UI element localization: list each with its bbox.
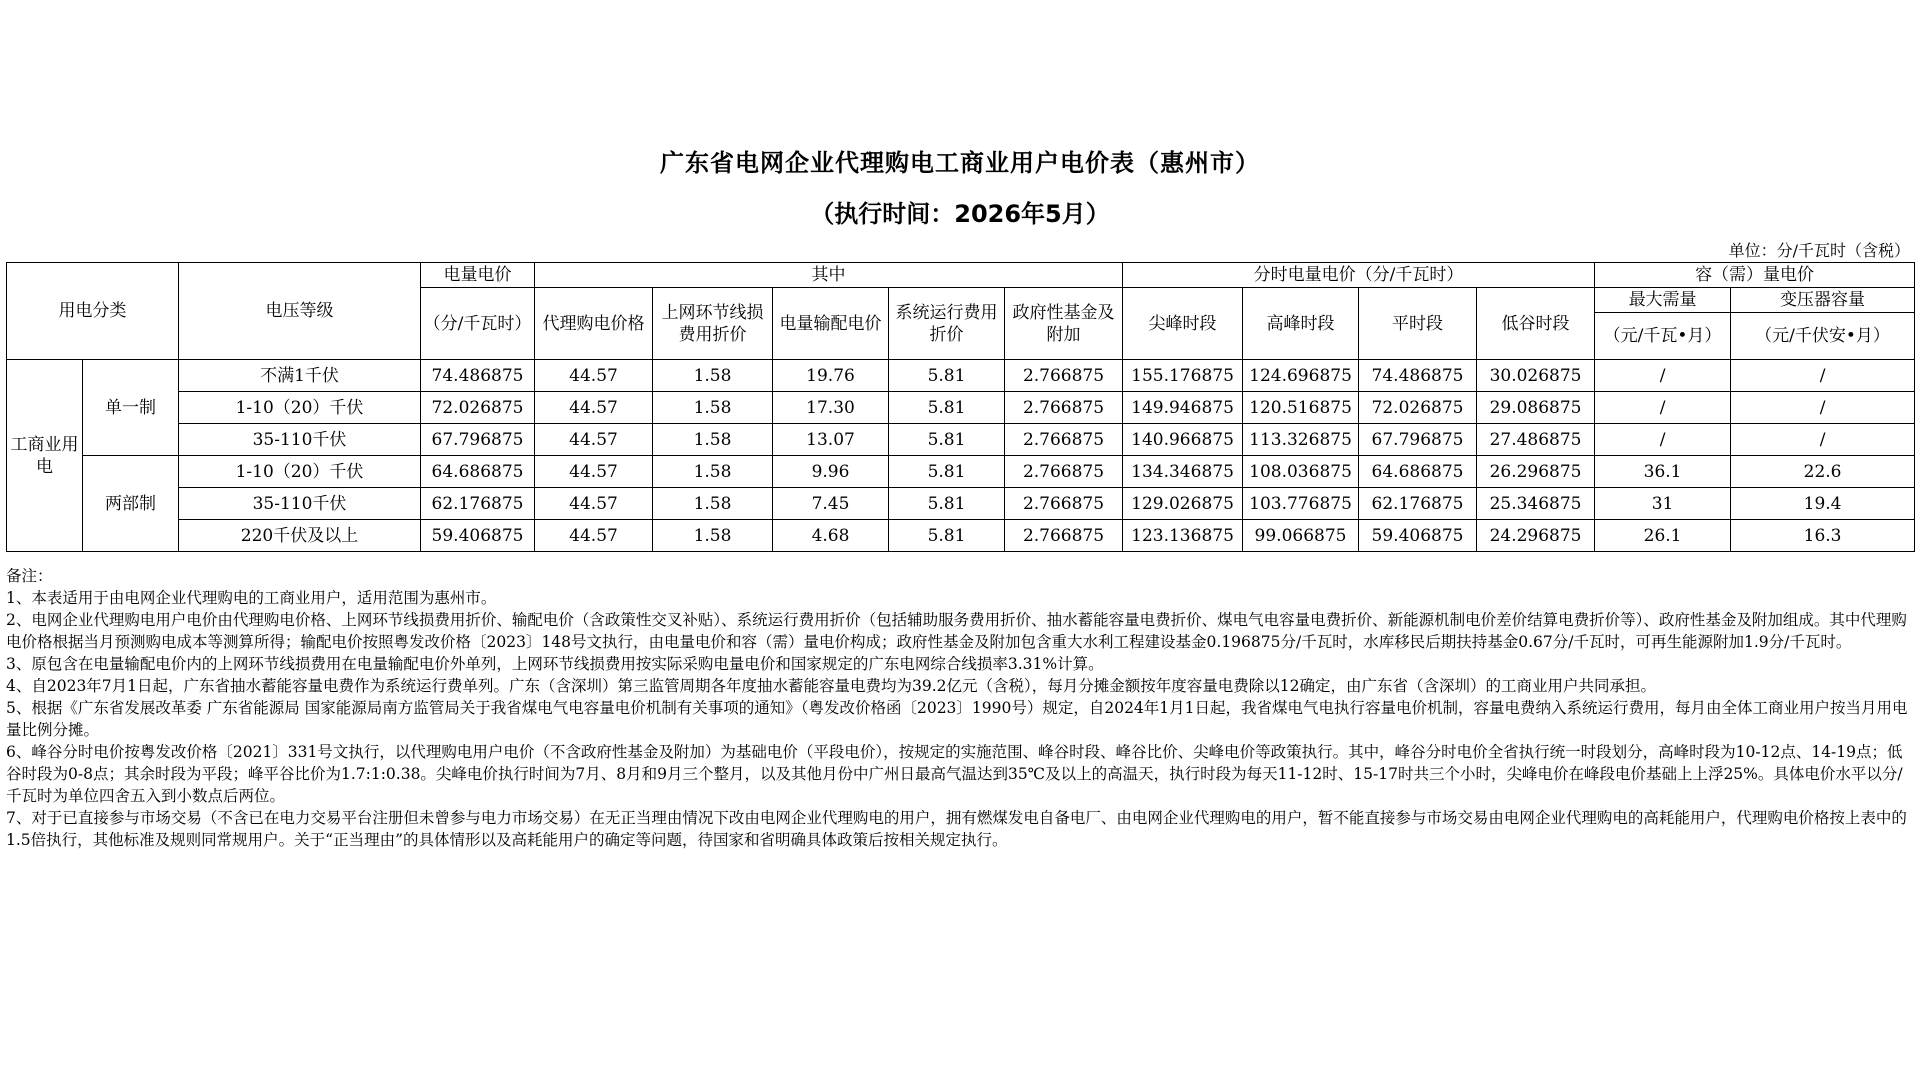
header-energy-price: 电量电价 bbox=[421, 263, 535, 288]
header-flat: 平时段 bbox=[1359, 288, 1477, 360]
note-item: 4、自2023年7月1日起，广东省抽水蓄能容量电费作为系统运行费单列。广东（含深圳）第三监管周期各年度抽水蓄能容量电费均为39.2亿元（含税），每月分摊金额按年度容量电费除以12确定，由广东省（含深圳）的工商业用户共同承担。 bbox=[6, 677, 1657, 695]
cell-peak: 108.036875 bbox=[1243, 456, 1359, 488]
cell-valley: 27.486875 bbox=[1477, 424, 1595, 456]
header-agency-price: 代理购电价格 bbox=[535, 288, 653, 360]
table-row bbox=[7, 520, 1915, 552]
cell-trans: 17.30 bbox=[773, 392, 889, 424]
cell-valley: 25.346875 bbox=[1477, 488, 1595, 520]
header-among: 其中 bbox=[535, 263, 1123, 288]
cell-valley: 26.296875 bbox=[1477, 456, 1595, 488]
header-gov-fund: 政府性基金及附加 bbox=[1005, 288, 1123, 360]
table-row bbox=[7, 424, 1915, 456]
note-item: 2、电网企业代理购电用户电价由代理购电价格、上网环节线损费用折价、输配电价（含政策性交叉补贴）、系统运行费用折价（包括辅助服务费用折价、抽水蓄能容量电费折价、煤电气电容量电费折价、新能源机制电价差价结算电费折价等）、政府性基金及附加组成。其中代理购电价格根据当月预测购电成本等测算所得；输配电价按照粤发改价格〔2023〕148号文执行，由电量电价和容（需）量电价构成；政府性基金及附加包含重大水利工程建设基金0.196875分/千瓦时，水库移民后期扶持基金0.67分/千瓦时，可再生能源附加1.9分/千瓦时。 bbox=[6, 611, 1907, 651]
cell-fund: 2.766875 bbox=[1005, 360, 1123, 392]
header-transmission: 电量输配电价 bbox=[773, 288, 889, 360]
cell-loss: 1.58 bbox=[653, 488, 773, 520]
cell-energy: 74.486875 bbox=[421, 360, 535, 392]
header-category: 用电分类 bbox=[7, 263, 179, 360]
cell-trans: 7.45 bbox=[773, 488, 889, 520]
cell-demand: 31 bbox=[1595, 488, 1731, 520]
cell-voltage: 35-110千伏 bbox=[179, 424, 421, 456]
cell-trans: 9.96 bbox=[773, 456, 889, 488]
header-transformer-unit: （元/千伏安•月） bbox=[1731, 313, 1915, 360]
cell-fund: 2.766875 bbox=[1005, 520, 1123, 552]
header-energy-price-unit: （分/千瓦时） bbox=[421, 288, 535, 360]
header-max-demand-unit: （元/千瓦•月） bbox=[1595, 313, 1731, 360]
cell-sys: 5.81 bbox=[889, 360, 1005, 392]
header-voltage: 电压等级 bbox=[179, 263, 421, 360]
note-item: 1、本表适用于由电网企业代理购电的工商业用户，适用范围为惠州市。 bbox=[6, 589, 497, 607]
cell-sharp: 134.346875 bbox=[1123, 456, 1243, 488]
header-valley: 低谷时段 bbox=[1477, 288, 1595, 360]
header-transformer: 变压器容量 bbox=[1731, 288, 1915, 313]
cell-voltage: 不满1千伏 bbox=[179, 360, 421, 392]
cell-transformer: 19.4 bbox=[1731, 488, 1915, 520]
group-name: 两部制 bbox=[83, 456, 179, 552]
cell-valley: 29.086875 bbox=[1477, 392, 1595, 424]
cell-transformer: 16.3 bbox=[1731, 520, 1915, 552]
cell-sharp: 123.136875 bbox=[1123, 520, 1243, 552]
cell-loss: 1.58 bbox=[653, 520, 773, 552]
cell-agency: 44.57 bbox=[535, 456, 653, 488]
cell-sys: 5.81 bbox=[889, 456, 1005, 488]
cell-fund: 2.766875 bbox=[1005, 392, 1123, 424]
cell-flat: 72.026875 bbox=[1359, 392, 1477, 424]
cell-loss: 1.58 bbox=[653, 392, 773, 424]
cell-voltage: 220千伏及以上 bbox=[179, 520, 421, 552]
cell-demand: / bbox=[1595, 424, 1731, 456]
cell-energy: 67.796875 bbox=[421, 424, 535, 456]
cell-voltage: 1-10（20）千伏 bbox=[179, 392, 421, 424]
cell-agency: 44.57 bbox=[535, 360, 653, 392]
cell-peak: 99.066875 bbox=[1243, 520, 1359, 552]
cell-flat: 62.176875 bbox=[1359, 488, 1477, 520]
cell-peak: 103.776875 bbox=[1243, 488, 1359, 520]
cell-sys: 5.81 bbox=[889, 392, 1005, 424]
cell-peak: 124.696875 bbox=[1243, 360, 1359, 392]
notes-section bbox=[6, 565, 1912, 851]
page-subtitle: （执行时间：2026年5月） bbox=[810, 200, 1110, 228]
note-item: 6、峰谷分时电价按粤发改价格〔2021〕331号文执行，以代理购电用户电价（不含政府性基金及附加）为基础电价（平段电价），按规定的实施范围、峰谷时段、峰谷比价、尖峰电价等政策执行。其中，峰谷分时电价全省执行统一时段划分，高峰时段为10-12点、14-19点；低谷时段为0-8点；其余时段为平段；峰平谷比价为1.7:1:0.38。尖峰电价执行时间为7月、8月和9月三个整月，以及其他月份中广州日最高气温达到35℃及以上的高温天，执行时段为每天11-12时、15-17时共三个小时，尖峰电价在峰段电价基础上上浮25%。具体电价水平以分/千瓦时为单位四舍五入到小数点后两位。 bbox=[6, 743, 1903, 805]
cell-flat: 67.796875 bbox=[1359, 424, 1477, 456]
cell-flat: 64.686875 bbox=[1359, 456, 1477, 488]
cell-sharp: 155.176875 bbox=[1123, 360, 1243, 392]
price-table bbox=[6, 262, 1915, 552]
header-sharp-peak: 尖峰时段 bbox=[1123, 288, 1243, 360]
header-tou: 分时电量电价（分/千瓦时） bbox=[1123, 263, 1595, 288]
cell-trans: 13.07 bbox=[773, 424, 889, 456]
cell-transformer: 22.6 bbox=[1731, 456, 1915, 488]
header-capacity: 容（需）量电价 bbox=[1595, 263, 1915, 288]
cell-transformer: / bbox=[1731, 424, 1915, 456]
cell-loss: 1.58 bbox=[653, 360, 773, 392]
cell-agency: 44.57 bbox=[535, 488, 653, 520]
table-row bbox=[7, 488, 1915, 520]
unit-label: 单位：分/千瓦时（含税） bbox=[1728, 241, 1910, 260]
cell-loss: 1.58 bbox=[653, 456, 773, 488]
cell-agency: 44.57 bbox=[535, 520, 653, 552]
note-item: 7、对于已直接参与市场交易（不含已在电力交易平台注册但未曾参与电力市场交易）在无正当理由情况下改由电网企业代理购电的用户，拥有燃煤发电自备电厂、由电网企业代理购电的用户，暂不能直接参与市场交易由电网企业代理购电的高耗能用户，代理购电价格按上表中的1.5倍执行，其他标准及规则同常规用户。关于“正当理由”的具体情形以及高耗能用户的确定等问题，待国家和省明确具体政策后按相关规定执行。 bbox=[6, 809, 1907, 849]
cell-peak: 120.516875 bbox=[1243, 392, 1359, 424]
cell-energy: 59.406875 bbox=[421, 520, 535, 552]
note-item: 3、原包含在电量输配电价内的上网环节线损费用在电量输配电价外单列，上网环节线损费用按实际采购电量电价和国家规定的广东电网综合线损率3.31%计算。 bbox=[6, 655, 1104, 673]
table-row bbox=[7, 456, 1915, 488]
header-system-cost: 系统运行费用折价 bbox=[889, 288, 1005, 360]
cell-loss: 1.58 bbox=[653, 424, 773, 456]
header-line-loss: 上网环节线损费用折价 bbox=[653, 288, 773, 360]
cell-trans: 19.76 bbox=[773, 360, 889, 392]
cell-valley: 30.026875 bbox=[1477, 360, 1595, 392]
cell-trans: 4.68 bbox=[773, 520, 889, 552]
cell-demand: / bbox=[1595, 360, 1731, 392]
page-title: 广东省电网企业代理购电工商业用户电价表（惠州市） bbox=[660, 149, 1260, 177]
cell-sharp: 149.946875 bbox=[1123, 392, 1243, 424]
cell-peak: 113.326875 bbox=[1243, 424, 1359, 456]
table-row bbox=[7, 360, 1915, 392]
cell-sharp: 129.026875 bbox=[1123, 488, 1243, 520]
table-row bbox=[7, 392, 1915, 424]
cell-voltage: 35-110千伏 bbox=[179, 488, 421, 520]
cell-energy: 72.026875 bbox=[421, 392, 535, 424]
cell-demand: / bbox=[1595, 392, 1731, 424]
header-max-demand: 最大需量 bbox=[1595, 288, 1731, 313]
cell-sys: 5.81 bbox=[889, 424, 1005, 456]
cell-demand: 26.1 bbox=[1595, 520, 1731, 552]
cell-sharp: 140.966875 bbox=[1123, 424, 1243, 456]
cell-flat: 74.486875 bbox=[1359, 360, 1477, 392]
cell-transformer: / bbox=[1731, 360, 1915, 392]
cell-fund: 2.766875 bbox=[1005, 424, 1123, 456]
note-item: 5、根据《广东省发展改革委 广东省能源局 国家能源局南方监管局关于我省煤电气电容量电价机制有关事项的通知》（粤发改价格函〔2023〕1990号）规定，自2024年1月1日起，我省煤电气电执行容量电价机制，容量电费纳入系统运行费用，每月由全体工商业用户按当月用电量比例分摊。 bbox=[6, 699, 1908, 739]
cell-valley: 24.296875 bbox=[1477, 520, 1595, 552]
header-peak: 高峰时段 bbox=[1243, 288, 1359, 360]
cell-transformer: / bbox=[1731, 392, 1915, 424]
cell-flat: 59.406875 bbox=[1359, 520, 1477, 552]
cell-fund: 2.766875 bbox=[1005, 488, 1123, 520]
cell-agency: 44.57 bbox=[535, 392, 653, 424]
cell-voltage: 1-10（20）千伏 bbox=[179, 456, 421, 488]
cell-fund: 2.766875 bbox=[1005, 456, 1123, 488]
category-cell: 工商业用电 bbox=[7, 360, 83, 552]
cell-demand: 36.1 bbox=[1595, 456, 1731, 488]
cell-energy: 62.176875 bbox=[421, 488, 535, 520]
cell-energy: 64.686875 bbox=[421, 456, 535, 488]
cell-agency: 44.57 bbox=[535, 424, 653, 456]
group-name: 单一制 bbox=[83, 360, 179, 456]
cell-sys: 5.81 bbox=[889, 488, 1005, 520]
cell-sys: 5.81 bbox=[889, 520, 1005, 552]
notes-title: 备注： bbox=[6, 567, 53, 585]
